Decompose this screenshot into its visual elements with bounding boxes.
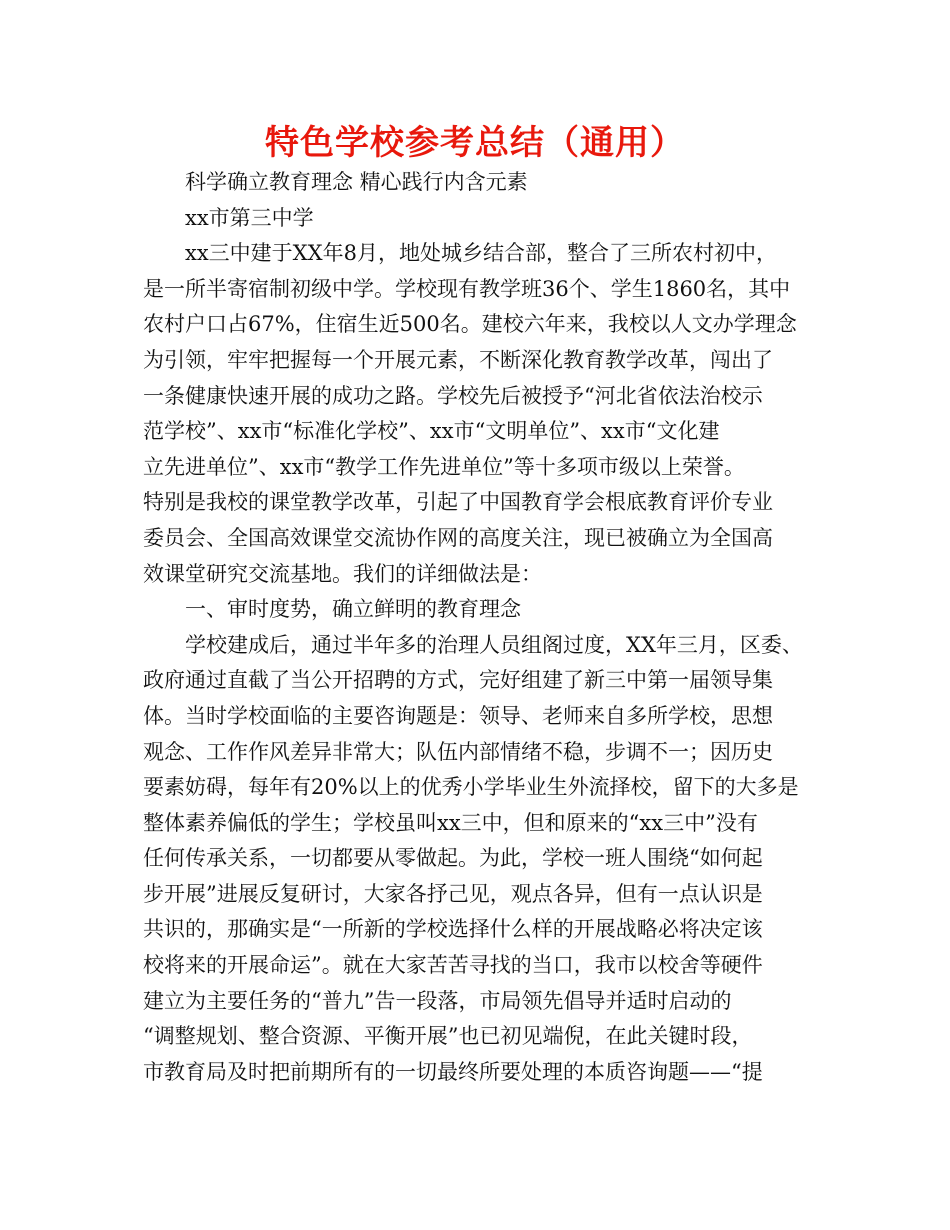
paragraph-line: 共识的，那确实是“一所新的学校选择什么样的开展战略必将决定该 (143, 917, 763, 942)
paragraph-line: 农村户口占67%，住宿生近500名。建校六年来，我校以人文办学理念 (143, 312, 797, 337)
paragraph-line: 建立为主要任务的“普九”告一段落，市局领先倡导并适时启动的 (143, 988, 732, 1013)
paragraph-line: 要素妨碍，每年有20%以上的优秀小学毕业生外流择校，留下的大多是 (143, 775, 799, 800)
paragraph-line: 效课堂研究交流基地。我们的详细做法是： (143, 561, 542, 586)
paragraph-line: 校将来的开展命运”。就在大家苦苦寻找的当口，我市以校舍等硬件 (143, 953, 763, 978)
paragraph-line: 是一所半寄宿制初级中学。学校现有教学班36个、学生1860名，其中 (143, 276, 791, 301)
paragraph-line: 整体素养偏低的学生；学校虽叫xx三中，但和原来的“xx三中”没有 (143, 810, 758, 835)
paragraph-line: 立先进单位”、xx市“教学工作先进单位”等十多项市级以上荣誉。 (143, 454, 745, 479)
paragraph-line: 步开展”进展反复研讨，大家各抒己见，观点各异，但有一点认识是 (143, 881, 763, 906)
paragraph-line: “调整规划、整合资源、平衡开展”也已初见端倪，在此关键时段， (143, 1024, 753, 1049)
paragraph-line: xx市第三中学 (185, 205, 314, 230)
paragraph-line: 观念、工作作风差异非常大；队伍内部情绪不稳，步调不一；因历史 (143, 739, 773, 764)
paragraph-line: xx三中建于XX年8月，地处城乡结合部，整合了三所农村初中， (185, 241, 777, 266)
paragraph-line: 为引领，牢牢把握每一个开展元素，不断深化教育教学改革，闯出了 (143, 347, 773, 372)
paragraph-line: 特别是我校的课堂教学改革，引起了中国教育学会根底教育评价专业 (143, 490, 773, 515)
paragraph-line: 学校建成后，通过半年多的治理人员组阁过度，XX年三月，区委、 (185, 632, 803, 657)
document-title: 特色学校参考总结（通用） (265, 123, 685, 163)
paragraph-line: 范学校”、xx市“标准化学校”、xx市“文明单位”、xx市“文化建 (143, 419, 720, 444)
paragraph-line: 委员会、全国高效课堂交流协作网的高度关注，现已被确立为全国高 (143, 525, 773, 550)
paragraph-line: 一、审时度势，确立鲜明的教育理念 (185, 597, 521, 622)
document-body (143, 165, 827, 1090)
paragraph-line: 一条健康快速开展的成功之路。学校先后被授予“河北省依法治校示 (143, 383, 763, 408)
paragraph-line: 体。当时学校面临的主要咨询题是：领导、老师来自多所学校，思想 (143, 703, 773, 728)
paragraph-line: 政府通过直截了当公开招聘的方式，完好组建了新三中第一届领导集 (143, 668, 773, 693)
paragraph-line: 科学确立教育理念 精心践行内含元素 (185, 170, 528, 194)
paragraph-line: 市教育局及时把前期所有的一切最终所要处理的本质咨询题——“提 (143, 1059, 763, 1084)
paragraph-line: 任何传承关系，一切都要从零做起。为此，学校一班人围绕“如何起 (143, 846, 763, 871)
